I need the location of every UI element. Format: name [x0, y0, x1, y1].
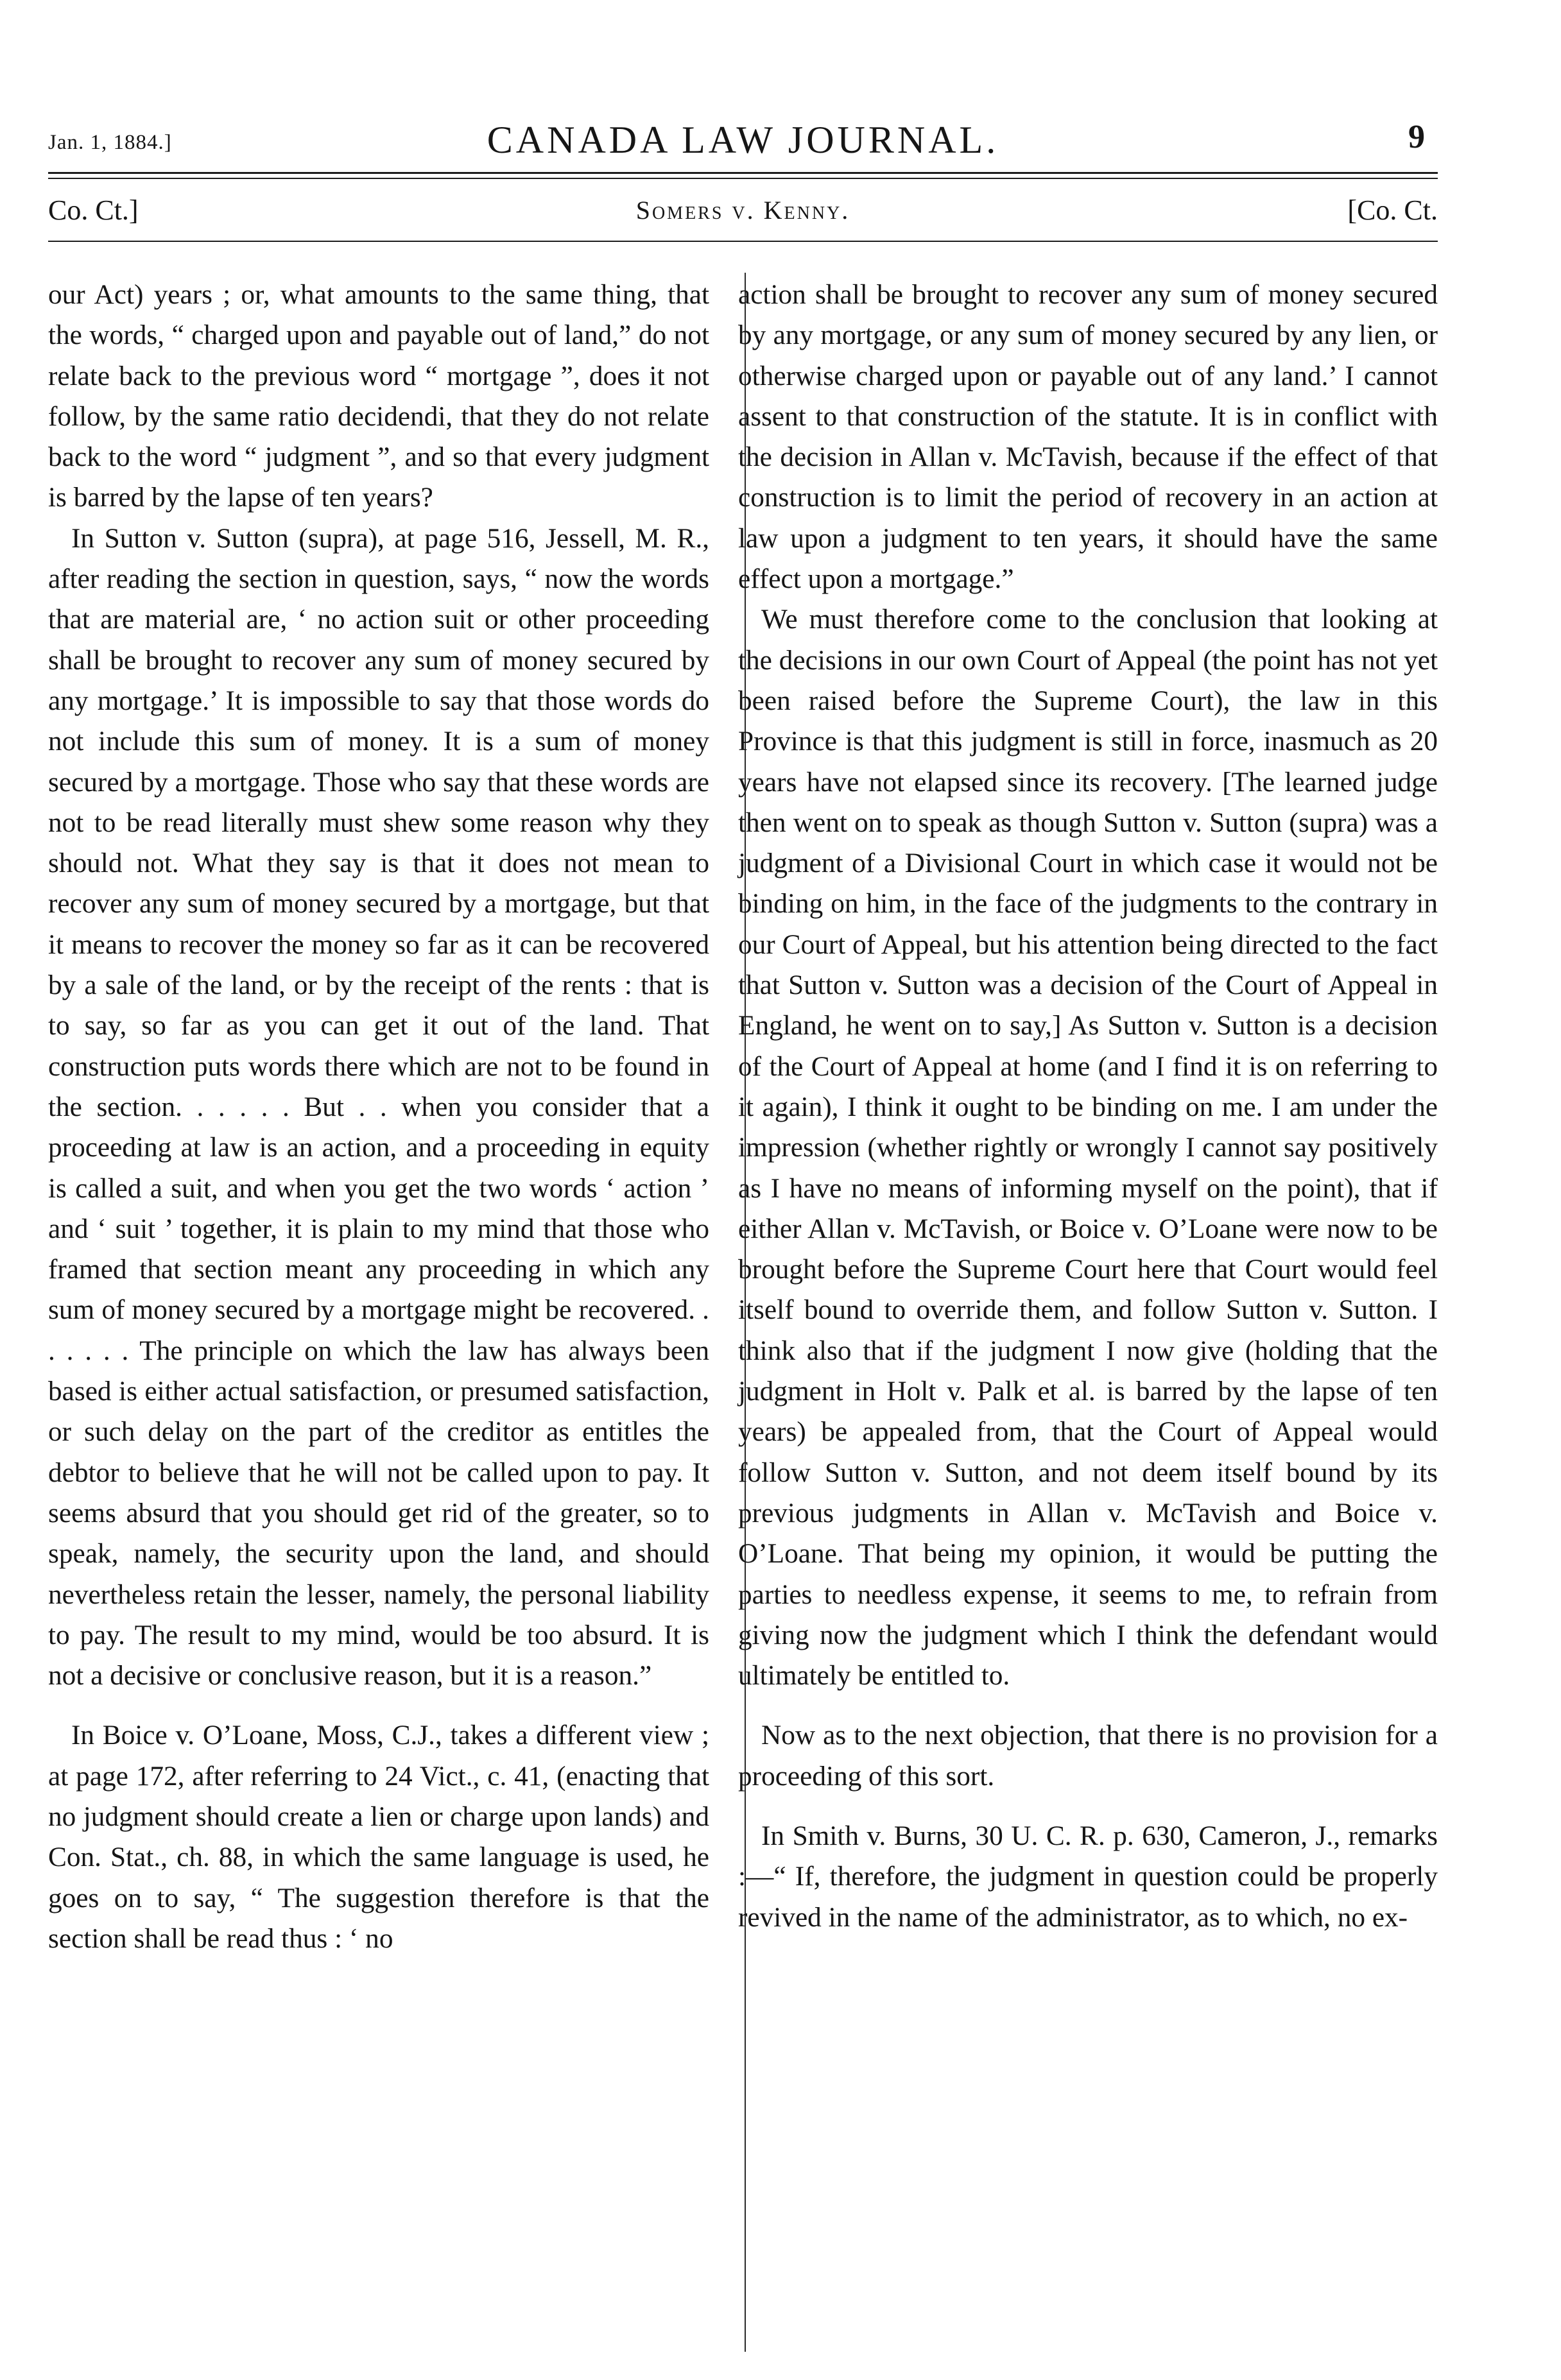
page-number: 9 — [1408, 119, 1425, 155]
right-paragraph-2: We must therefore come to the conclusion that looking at the decisions in our own Court of Appeal (the point has not yet been raised before the Supreme Court), the law in this Province is that this judgment is still in force, inasmuch as 20 years have not elapsed since its recovery. [The learned judge then went on to speak as though Sutton v. Sutton (supra) was a judgment of a Divisional Court in which case it would not be binding on him, in the face of the judgments to the contrary in our Court of Appeal, but his attention being directed to the fact that Sutton v. Sutton was a decision of the Court of Appeal in England, he went on to say,] As Sutton v. Sutton is a decision of the Court of Appeal at home (and I find it is on referring to it again), I think it ought to be binding on me. I am under the impression (whether rightly or wrongly I cannot say positively as I have no means of informing myself on the point), that if either Allan v. McTavish, or Boice v. O’Loane were now to be brought before the Supreme Court here that Court would feel itself bound to override them, and follow Sutton v. Sutton. I think also that if the judgment I now give (holding that the judgment in Holt v. Palk et al. is barred by the lapse of ten years) be appealed from, that the Court of Appeal would follow Sutton v. Sutton, and not deem itself bound by its previous judgments in Allan v. McTavish and Boice v. O’Loane. That being my opinion, it would be putting the parties to needless expense, it seems to me, to refrain from giving now the judgment which I think the defendant would ultimately be entitled to. — [738, 604, 1438, 1691]
issue-date: Jan. 1, 1884.] — [48, 131, 172, 154]
left-paragraph-2: In Sutton v. Sutton (supra), at page 516, Jessell, M. R., after reading the section in question, says, “ now the words that are material are, ‘ no action suit or other proceeding shall be brought to recover any sum of money secured by any mortgage.’ It is impossible to say that those words do not include this sum of money. It is a sum of money secured by a mortgage. Those who say that these words are not to be read literally must shew some reason why they should not. What they say is that it does not mean to recover any sum of money secured by a mortgage, but that it means to recover the money so far as it can be recovered by a sale of the land, or by the receipt of the rents : that is to say, so far as you can get it out of the land. That construction puts words there which are not to be found in the section. . . . . . But . . when you consider that a proceeding at law is an action, and a proceeding in equity is called a suit, and when you get the two words ‘ action ’ and ‘ suit ’ together, it is plain to my mind that those who framed that section meant any proceeding in which any sum of money secured by a mortgage might be recovered. . . . . . . The principle on which the law has always been based is either actual satisfaction, or presumed satisfaction, or such delay on the part of the creditor as entitles the debtor to believe that he will not be called upon to pay. It seems absurd that you should get rid of the greater, so to speak, namely, the security upon the land, and should nevertheless retain the lesser, namely, the personal liability to pay. The result to my mind, would be too absurd. It is not a decisive or conclusive reason, but it is a reason.” — [48, 522, 709, 1691]
case-header-rule — [48, 241, 1438, 242]
left-paragraph-1: our Act) years ; or, what amounts to the same thing, that the words, “ charged upon and payable out of land,” do not relate back to the previous word “ mortgage ”, does it not follow, by the same ratio decidendi, that they do not relate back to the word “ judgment ”, and so that every judgment is barred by the lapse of ten years? — [48, 279, 709, 513]
right-paragraph-4: In Smith v. Burns, 30 U. C. R. p. 630, Cameron, J., remarks :—“ If, therefore, the judgment in question could be properly revived in the name of the administrator, as to which, no ex- — [738, 1820, 1438, 1933]
left-paragraph-3: In Boice v. O’Loane, Moss, C.J., takes a different view ; at page 172, after referring to 24 Vict., c. 41, (enacting that no judgment should create a lien or charge upon lands) and Con. Stat., ch. 88, in which the same language is used, he goes on to say, “ The suggestion therefore is that the section shall be read thus : ‘ no — [48, 1720, 709, 1954]
right-column — [738, 275, 1438, 1938]
header-rule-top — [48, 172, 1438, 174]
court-label-right: [Co. Ct. — [1347, 194, 1438, 226]
running-header — [48, 116, 1438, 167]
case-title: Somers v. Kenny. — [635, 196, 850, 225]
case-header — [48, 193, 1438, 231]
right-paragraph-3: Now as to the next objection, that there is no provision for a proceeding of this sort. — [738, 1720, 1438, 1792]
right-paragraph-1: action shall be brought to recover any sum of money secured by any mortgage, or any sum of money secured by any lien, or otherwise charged upon or payable out of any land.’ I cannot assent to that construction of the statute. It is in conflict with the decision in Allan v. McTavish, because if the effect of that construction is to limit the period of recovery in an action at law upon a judgment to ten years, it should have the same effect upon a mortgage.” — [738, 279, 1438, 595]
left-column — [48, 275, 709, 1959]
header-rule-double — [48, 178, 1438, 179]
journal-title: CANADA LAW JOURNAL. — [487, 119, 999, 161]
court-label-left: Co. Ct.] — [48, 194, 139, 226]
